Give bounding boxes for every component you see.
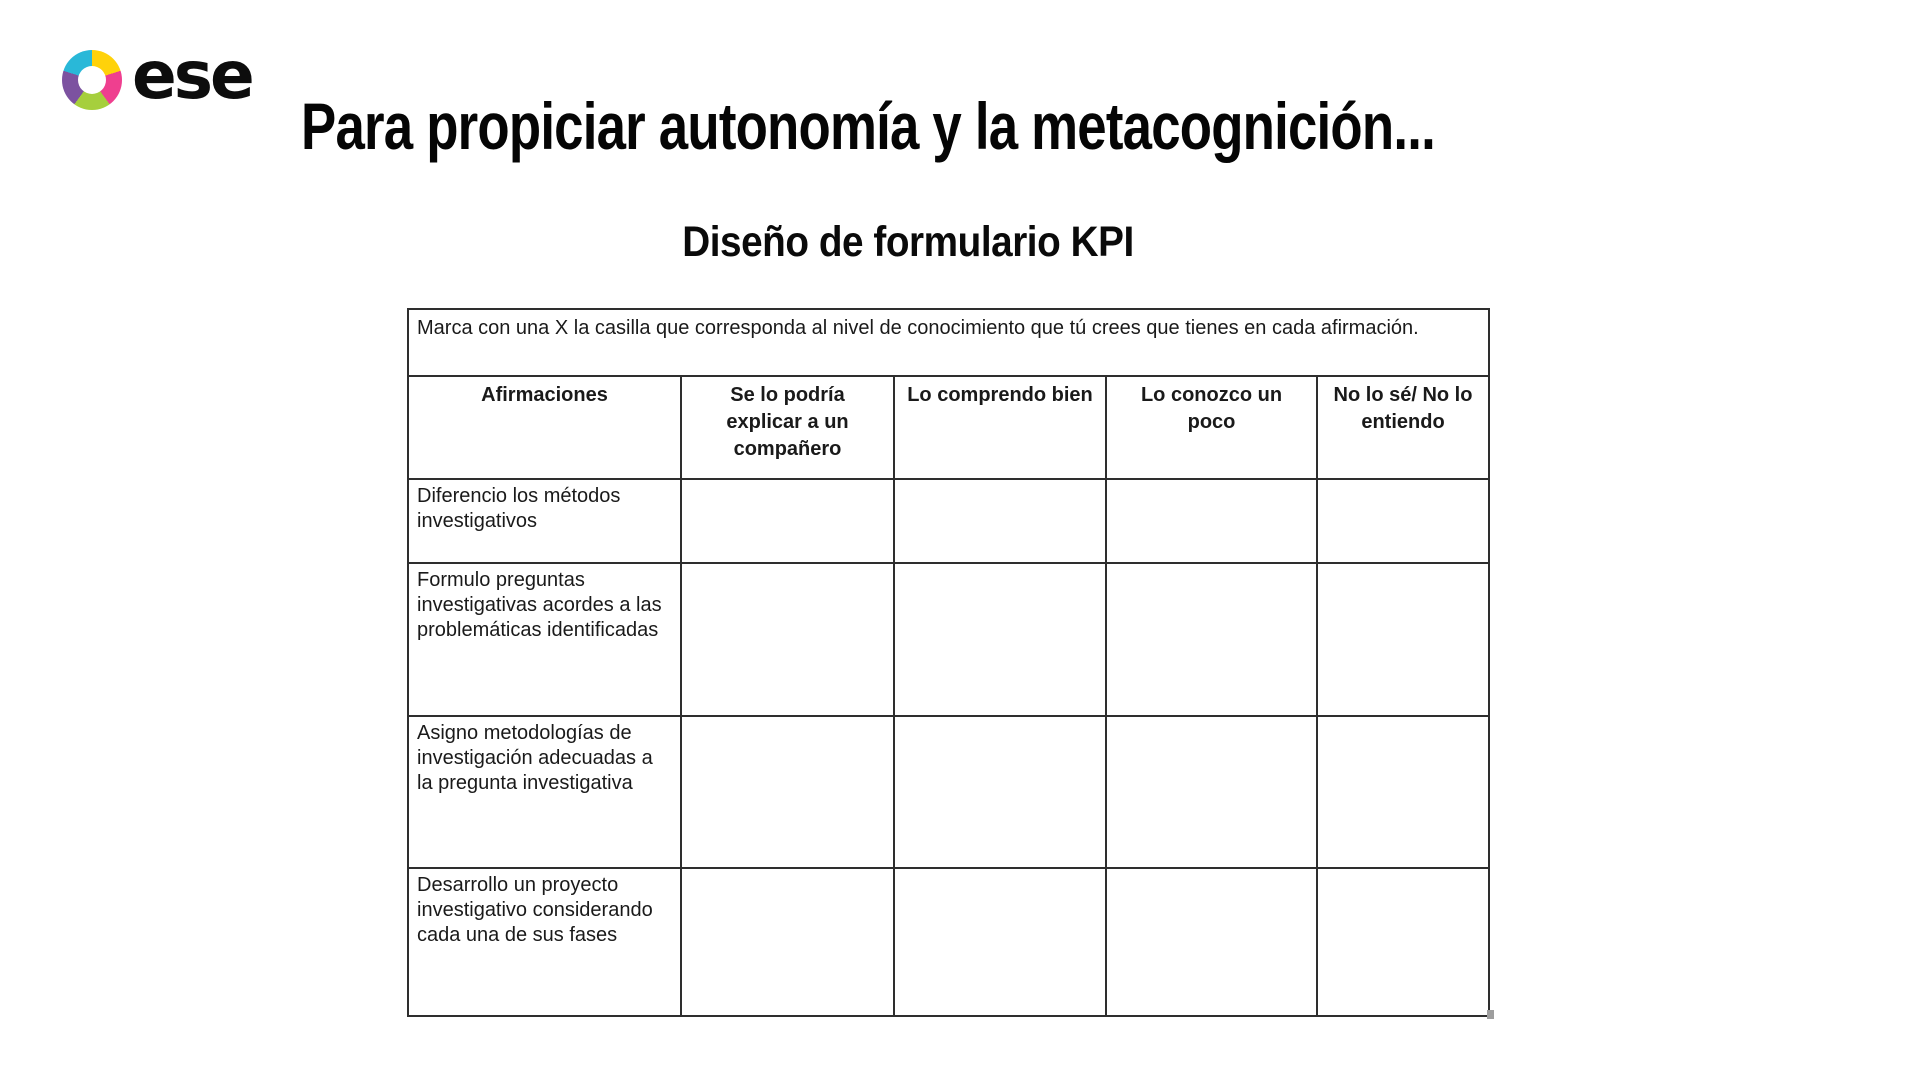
answer-cell — [681, 479, 894, 563]
column-header-no-se: No lo sé/ No lo entiendo — [1317, 376, 1489, 479]
statement-cell: Diferencio los métodos investigativos — [408, 479, 681, 563]
answer-cell — [1106, 716, 1317, 868]
statement-cell: Asigno metodologías de investigación adecuadas a la pregunta investigativa — [408, 716, 681, 868]
logo — [62, 37, 252, 114]
answer-cell — [681, 868, 894, 1016]
column-header-afirmaciones: Afirmaciones — [408, 376, 681, 479]
column-header-conozco: Lo conozco un poco — [1106, 376, 1317, 479]
answer-cell — [894, 868, 1106, 1016]
answer-cell — [894, 563, 1106, 716]
table-row — [408, 479, 1489, 563]
answer-cell — [1317, 479, 1489, 563]
statement-cell: Formulo preguntas investigativas acordes a las problemáticas identificadas — [408, 563, 681, 716]
instruction-row — [408, 309, 1489, 376]
column-header-comprendo: Lo comprendo bien — [894, 376, 1106, 479]
logo-ring-icon — [62, 50, 122, 110]
logo-text: ese — [132, 37, 252, 114]
answer-cell — [681, 716, 894, 868]
answer-cell — [1317, 868, 1489, 1016]
table-row — [408, 716, 1489, 868]
table-resize-handle — [1487, 1010, 1494, 1019]
kpi-form-table — [407, 308, 1490, 1017]
answer-cell — [894, 479, 1106, 563]
instruction-text: Marca con una X la casilla que corresponda al nivel de conocimiento que tú crees que tienes en cada afirmación. — [408, 309, 1489, 376]
answer-cell — [1106, 868, 1317, 1016]
answer-cell — [1106, 563, 1317, 716]
statement-cell: Desarrollo un proyecto investigativo considerando cada una de sus fases — [408, 868, 681, 1016]
answer-cell — [1317, 563, 1489, 716]
column-header-explicar: Se lo podría explicar a un compañero — [681, 376, 894, 479]
table-row — [408, 868, 1489, 1016]
answer-cell — [894, 716, 1106, 868]
table-row — [408, 563, 1489, 716]
answer-cell — [681, 563, 894, 716]
answer-cell — [1317, 716, 1489, 868]
header-row — [408, 376, 1489, 479]
answer-cell — [1106, 479, 1317, 563]
page-title: Para propiciar autonomía y la metacognición... — [301, 89, 1435, 163]
page-subtitle: Diseño de formulario KPI — [682, 218, 1134, 266]
